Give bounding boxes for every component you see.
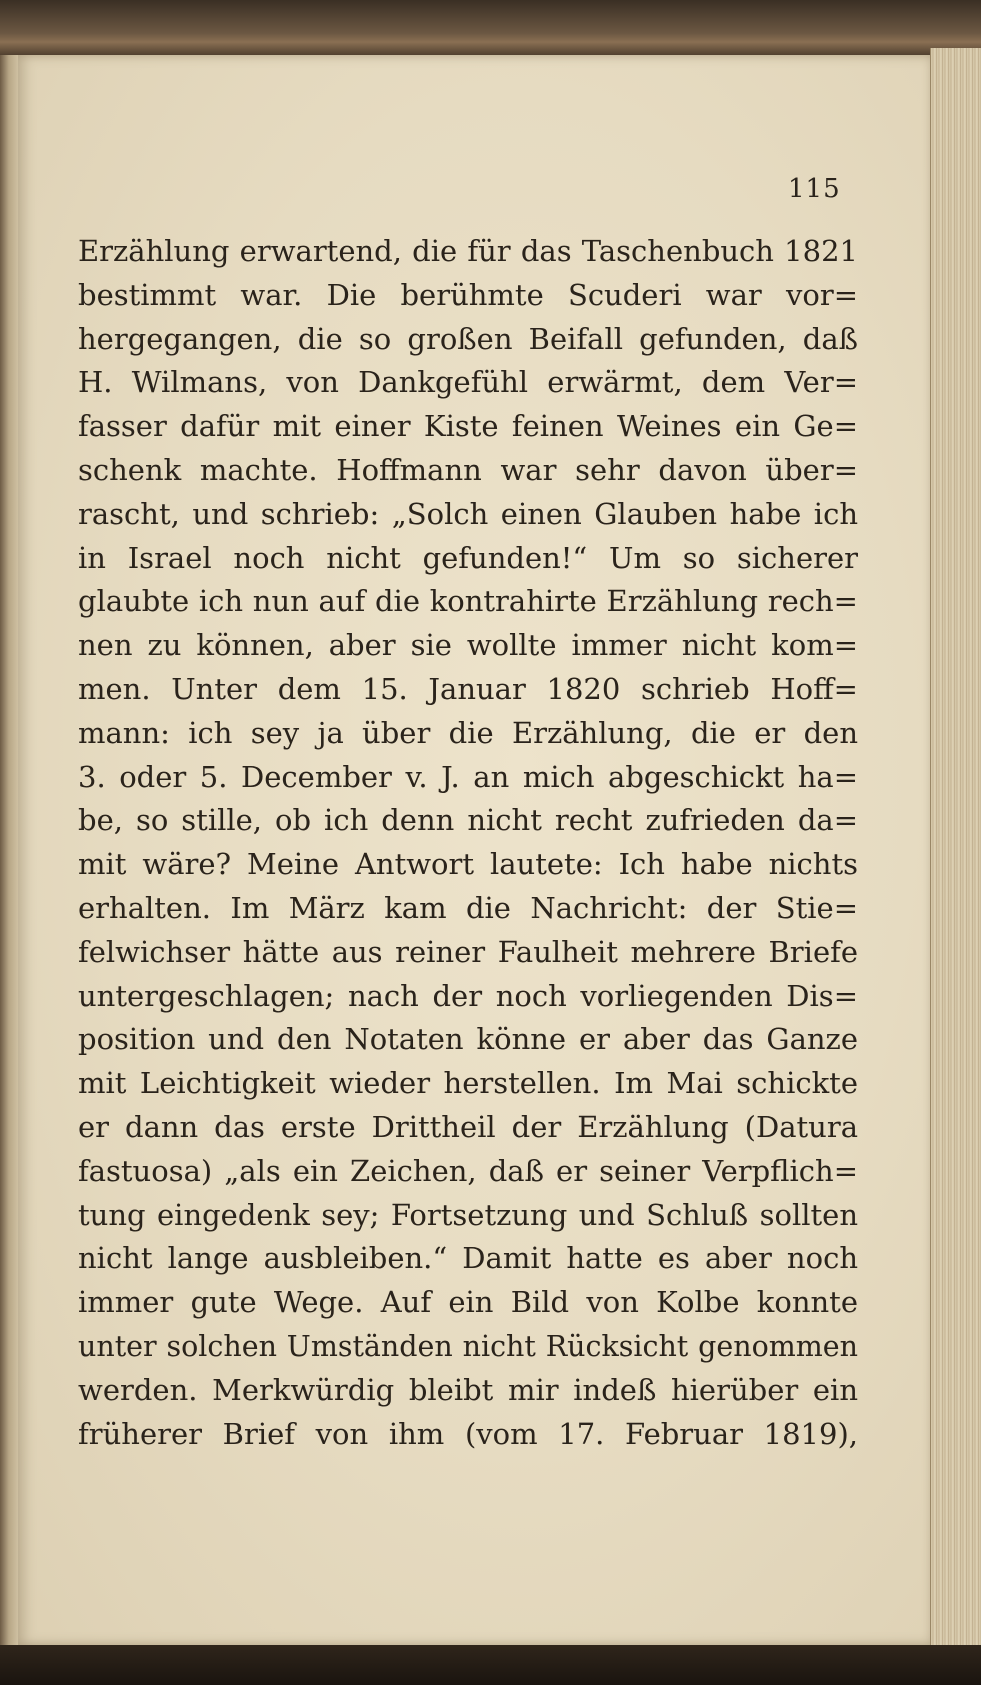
text-line: in Israel noch nicht gefunden!“ Um so sicherer <box>78 540 858 575</box>
text-line: untergeschlagen; nach der noch vorliegenden Dis= <box>78 978 858 1013</box>
text-line: erhalten. Im März kam die Nachricht: der Stie= <box>78 890 858 925</box>
text-line: früherer Brief von ihm (vom 17. Februar 1819), <box>78 1416 858 1451</box>
text-line: immer gute Wege. Auf ein Bild von Kolbe konnte <box>78 1285 858 1320</box>
body-text <box>78 230 858 1456</box>
text-line: glaubte ich nun auf die kontrahirte Erzählung rech= <box>78 584 858 619</box>
text-line: hergegangen, die so großen Beifall gefunden, daß <box>78 321 858 356</box>
text-line: rascht, und schrieb: „Solch einen Glauben habe ich <box>78 496 858 531</box>
text-line: mit wäre? Meine Antwort lautete: Ich habe nichts <box>78 847 858 882</box>
text-line: mann: ich sey ja über die Erzählung, die er den <box>78 715 858 750</box>
text-line: men. Unter dem 15. Januar 1820 schrieb Hoff= <box>78 671 858 706</box>
text-line: bestimmt war. Die berühmte Scuderi war vor= <box>78 277 858 312</box>
text-line: mit Leichtigkeit wieder herstellen. Im Mai schickte <box>78 1066 858 1101</box>
text-line: fastuosa) „als ein Zeichen, daß er seiner Verpflich= <box>78 1153 858 1188</box>
book-top-edge <box>0 0 981 60</box>
text-line: 3. oder 5. December v. J. an mich abgeschickt ha= <box>78 759 858 794</box>
text-line: schenk machte. Hoffmann war sehr davon über= <box>78 452 858 487</box>
text-line: werden. Merkwürdig bleibt mir indeß hierüber ein <box>78 1372 858 1407</box>
text-line: Erzählung erwartend, die für das Taschenbuch 1821 <box>78 234 858 268</box>
text-line: be, so stille, ob ich denn nicht recht zufrieden da= <box>78 803 858 838</box>
text-line: nen zu können, aber sie wollte immer nicht kom= <box>78 628 858 663</box>
text-line: felwichser hätte aus reiner Faulheit mehrere Briefe <box>78 934 858 969</box>
text-line: tung eingedenk sey; Fortsetzung und Schluß sollten <box>78 1197 858 1232</box>
text-line: fasser dafür mit einer Kiste feinen Weines ein Ge= <box>78 409 858 444</box>
text-line: position und den Notaten könne er aber das Ganze <box>78 1022 858 1057</box>
page-number: 115 <box>788 174 841 204</box>
text-line: er dann das erste Drittheil der Erzählung (Datura <box>78 1109 858 1144</box>
book-bottom-edge <box>0 1645 981 1685</box>
text-line: H. Wilmans, von Dankgefühl erwärmt, dem Ver= <box>78 365 858 400</box>
text-line: nicht lange ausbleiben.“ Damit hatte es aber noch <box>78 1241 858 1276</box>
text-line: unter solchen Umständen nicht Rücksicht genommen <box>78 1329 858 1363</box>
page-stack-edge <box>930 48 981 1648</box>
